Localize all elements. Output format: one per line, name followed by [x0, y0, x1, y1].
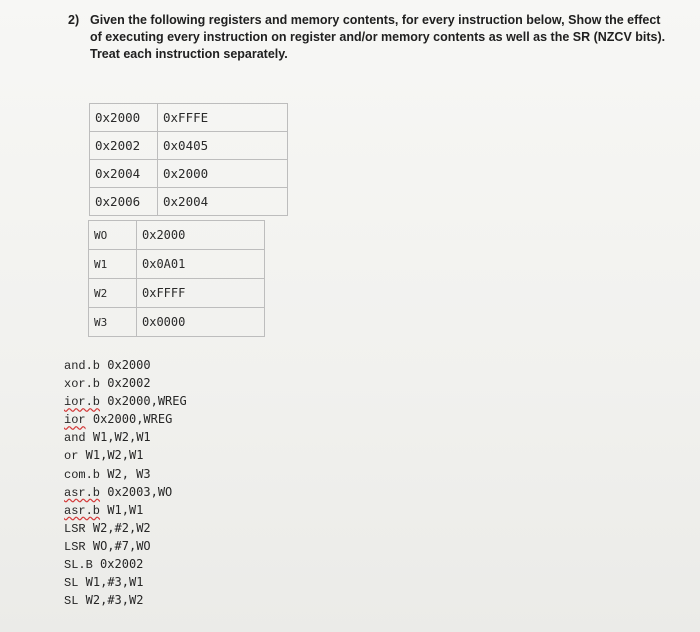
memory-value: 0x2004 — [158, 188, 288, 216]
register-value: 0x0000 — [137, 308, 265, 337]
instruction-args: 0x2000 — [107, 358, 151, 372]
memory-value: 0xFFFE — [158, 104, 288, 132]
instruction-op: asr.b — [64, 503, 101, 518]
instruction-line — [64, 591, 187, 609]
instruction-args: W1,W2,W1 — [92, 430, 151, 445]
instruction-line — [64, 446, 187, 464]
instruction-args: 0x2000,WREG — [92, 412, 173, 427]
memory-value: 0x0405 — [158, 132, 288, 160]
instruction-line — [64, 410, 187, 428]
instruction-op: ior.b — [64, 395, 101, 410]
instruction-args: 0x2002 — [100, 557, 144, 572]
question-block — [68, 12, 668, 63]
table-row — [90, 188, 288, 216]
instruction-args: W2, W3 — [107, 466, 151, 481]
memory-address: 0x2004 — [90, 160, 158, 188]
instruction-op: SL.B — [64, 558, 93, 573]
instruction-line — [64, 501, 187, 519]
instruction-args: W1,W2,W1 — [85, 448, 144, 463]
register-value: 0x2000 — [137, 221, 265, 250]
instruction-op: LSR — [64, 539, 86, 554]
table-row — [90, 104, 288, 132]
instruction-op: LSR — [64, 521, 86, 536]
instruction-op: xor.b — [64, 377, 101, 392]
register-name: W1 — [89, 250, 137, 279]
instruction-line — [64, 392, 187, 410]
table-row — [90, 160, 288, 188]
instruction-line — [64, 573, 187, 591]
instruction-args: 0x2000,WREG — [107, 394, 187, 409]
instruction-line — [64, 374, 187, 392]
register-name: W3 — [89, 308, 137, 337]
instruction-line — [64, 428, 187, 446]
memory-address: 0x2006 — [90, 188, 158, 216]
register-table — [88, 220, 265, 337]
instruction-op: and.b — [64, 359, 101, 373]
instruction-op: asr.b — [64, 485, 101, 500]
instruction-line — [64, 483, 187, 501]
instruction-list — [64, 356, 187, 609]
instruction-op: com.b — [64, 467, 101, 482]
table-row — [89, 308, 265, 337]
table-row — [90, 132, 288, 160]
instruction-args: W1,#3,W1 — [85, 575, 144, 590]
instruction-op: ior — [64, 413, 86, 428]
table-row — [89, 250, 265, 279]
instruction-line — [64, 356, 187, 374]
question-number: 2) — [68, 13, 80, 27]
instruction-args: WO,#7,WO — [92, 538, 151, 553]
register-value: 0xFFFF — [137, 279, 265, 308]
table-row — [89, 279, 265, 308]
register-name: W2 — [89, 279, 137, 308]
instruction-args: W2,#3,W2 — [85, 593, 144, 608]
instruction-line — [64, 519, 187, 537]
question-text: Given the following registers and memory contents, for every instruction below, Show the effect of executing every instruction on register and/or memory contents as well as the SR (NZCV bits). Treat each instruction separately. — [90, 13, 666, 61]
instruction-op: or — [64, 449, 79, 464]
instruction-args: 0x2002 — [107, 376, 151, 391]
instruction-args: 0x2003,WO — [107, 484, 173, 499]
instruction-op: SL — [64, 594, 79, 609]
table-row — [89, 221, 265, 250]
memory-address: 0x2002 — [90, 132, 158, 160]
instruction-line — [64, 555, 187, 573]
memory-value: 0x2000 — [158, 160, 288, 188]
register-name: WO — [89, 221, 137, 250]
instruction-op: and — [64, 431, 86, 446]
instruction-line — [64, 537, 187, 555]
instruction-args: W2,#2,W2 — [92, 520, 151, 535]
memory-table — [89, 103, 288, 216]
register-value: 0x0A01 — [137, 250, 265, 279]
instruction-args: W1,W1 — [107, 502, 144, 517]
instruction-line — [64, 465, 187, 483]
instruction-op: SL — [64, 576, 79, 591]
memory-address: 0x2000 — [90, 104, 158, 132]
